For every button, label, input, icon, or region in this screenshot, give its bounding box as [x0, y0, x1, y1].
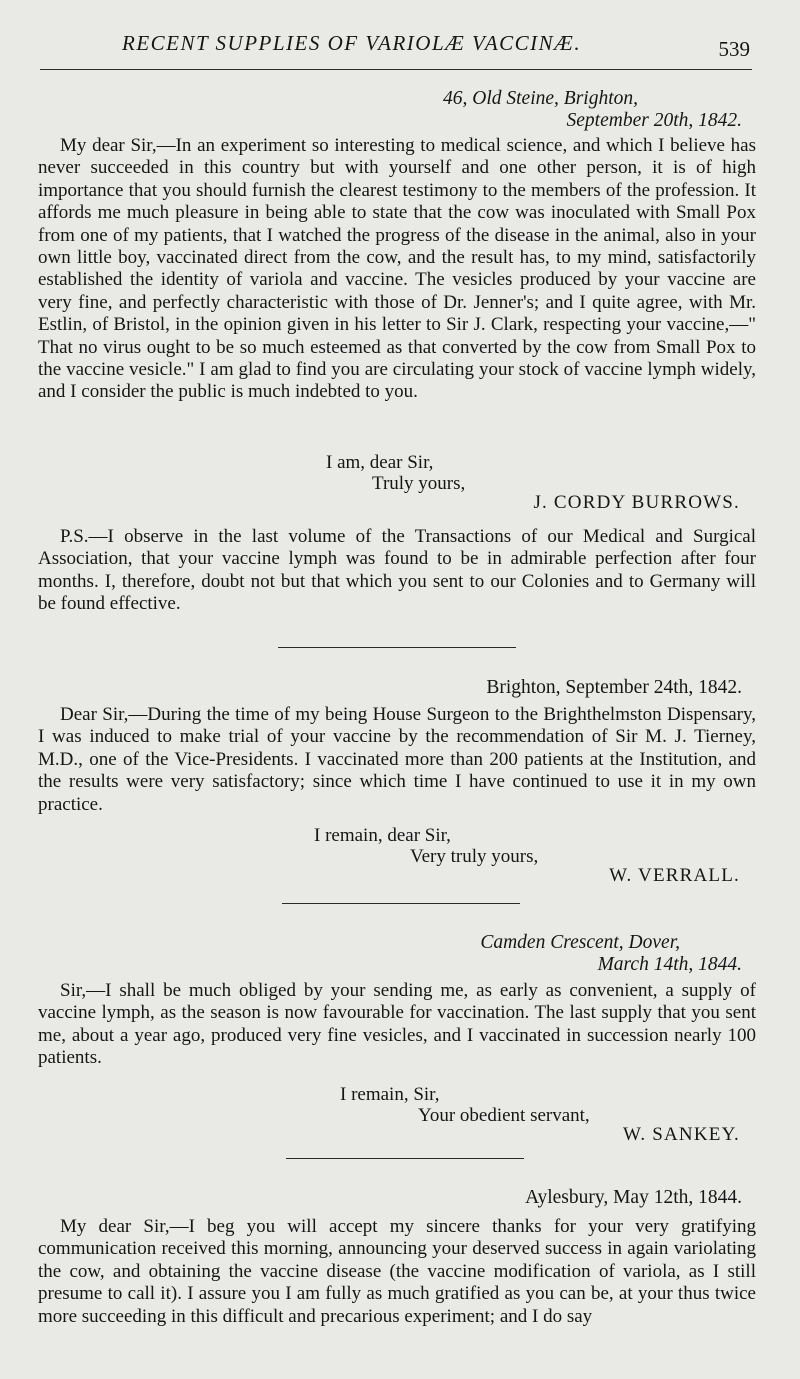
- letter-3-place: Camden Crescent, Dover,: [480, 932, 680, 953]
- page-header: [40, 26, 756, 66]
- letter-3-closing-1: I remain, Sir,: [340, 1084, 440, 1105]
- letter-3-closing-2: Your obedient servant,: [418, 1105, 590, 1126]
- letter-2-closing-2: Very truly yours,: [410, 846, 539, 867]
- letter-4-body: My dear Sir,—I beg you will accept my sincere thanks for your very gratifying communication received this morning, announcing your deserved success in again variolating the cow, and obtaining the vaccine disease (the vaccine modification of variola, as I still presume to call it). I assure you I am fully as much gratified as you can be, at your thus twice more succeeding in this difficult and precarious experiment; and I do say: [38, 1216, 756, 1327]
- letter-1-place: 46, Old Steine, Brighton,: [443, 88, 638, 109]
- letter-3-date: March 14th, 1844.: [597, 954, 742, 975]
- letter-1-closing-2: Truly yours,: [372, 473, 466, 494]
- letter-2-body: Dear Sir,—During the time of my being House Surgeon to the Brighthelmston Dispensary, I was induced to make trial of your vaccine by the recommendation of Sir M. J. Tierney, M.D., one of the Vice-Presidents. I vaccinated more than 200 patients at the Institution, and the results were very satisfactory; since which time I have continued to use it in my own practice.: [38, 704, 756, 815]
- letter-1-body: My dear Sir,—In an experiment so interesting to medical science, and which I believe has never succeeded in this country but with yourself and one other person, it is of high importance that you should furnish the clearest testimony to the members of the profession. It affords me much pleasure in being able to state that the cow was inoculated with Small Pox from one of my patients, that I watched the progress of the disease in the animal, also in your own little boy, vaccinated direct from the cow, and the result has, to my mind, satisfactorily established the identity of variola and vaccine. The vesicles produced by your vaccine are very fine, and perfectly characteristic with those of Dr. Jenner's; and I quite agree, with Mr. Estlin, of Bristol, in the opinion given in his letter to Sir J. Clark, respecting your vaccine,—" That no virus ought to be so much esteemed as that converted by the cow from Small Pox to the vaccine vesicle." I am glad to find you are circulating your stock of vaccine lymph widely, and I consider the public is much indebted to you.: [38, 135, 756, 403]
- header-rule: [40, 69, 752, 70]
- page-number: 539: [718, 37, 750, 61]
- separator-rule: [286, 1158, 524, 1159]
- letter-1-postscript: P.S.—I observe in the last volume of the Transactions of our Medical and Surgical Association, that your vaccine lymph was found to be in admirable perfection after four months. I, therefore, doubt not but that which you sent to our Colonies and to Germany will be found effective.: [38, 526, 756, 615]
- letter-1-date: September 20th, 1842.: [566, 110, 742, 131]
- letter-1-signature: J. CORDY BURROWS.: [533, 492, 740, 513]
- letter-2-closing-1: I remain, dear Sir,: [314, 825, 451, 846]
- letter-3-signature: W. SANKEY.: [622, 1124, 740, 1145]
- letter-1-closing-1: I am, dear Sir,: [326, 452, 434, 473]
- letter-3-body: Sir,—I shall be much obliged by your sending me, as early as convenient, a supply of vaccine lymph, as the season is now favourable for vaccination. The last supply that you sent me, about a year ago, produced very fine vesicles, and I vaccinated in succession nearly 100 patients.: [38, 980, 756, 1069]
- letter-2-place-date: Brighton, September 24th, 1842.: [486, 677, 742, 698]
- separator-rule: [282, 903, 520, 904]
- running-title: RECENT SUPPLIES OF VARIOLÆ VACCINÆ.: [122, 31, 582, 55]
- separator-rule: [278, 647, 516, 648]
- letter-2-signature: W. VERRALL.: [609, 865, 740, 886]
- letter-4-place-date: Aylesbury, May 12th, 1844.: [525, 1187, 742, 1208]
